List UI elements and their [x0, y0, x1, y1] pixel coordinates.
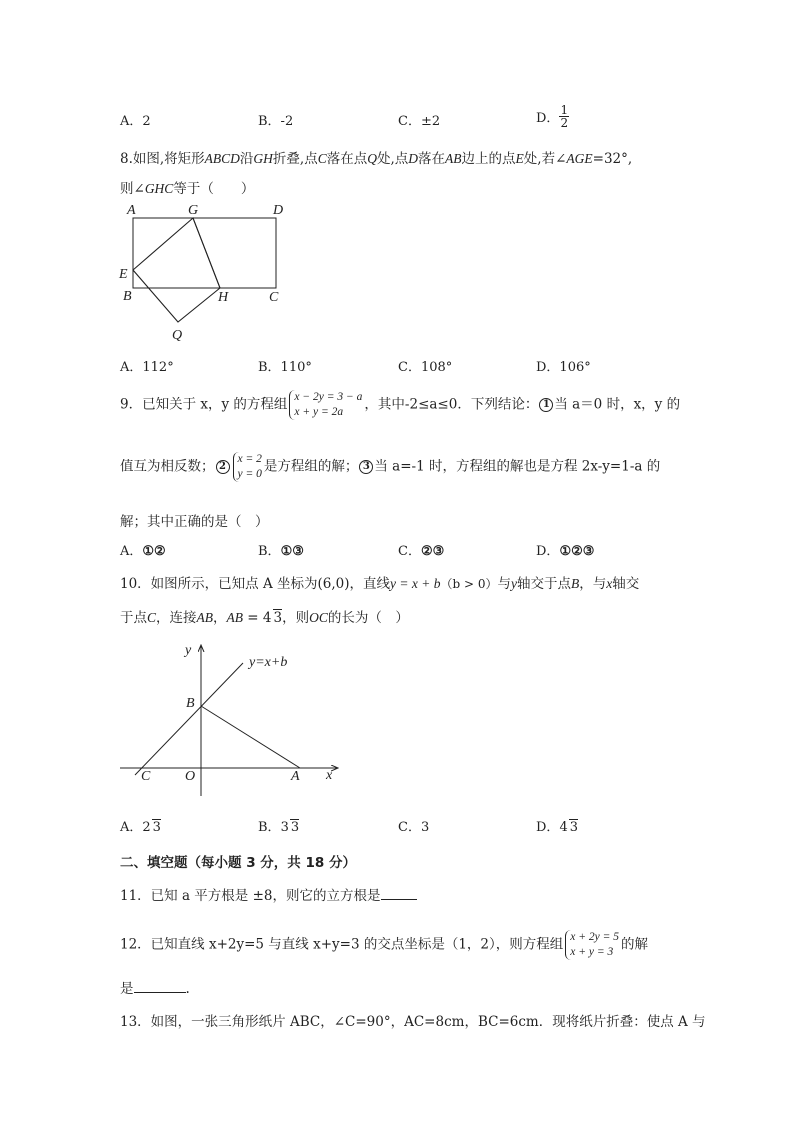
- q10-label-line: y=x+b: [249, 655, 288, 670]
- q10-line-y-eq-x-plus-b: [135, 663, 243, 775]
- q10-segment-ab: [201, 706, 300, 768]
- q9-option-c: C．②③: [398, 544, 445, 559]
- q10-label-a: A: [291, 769, 300, 784]
- q10-label-c: C: [141, 769, 151, 784]
- q9-equation-system: x − 2y = 3 − a x + y = 2a: [289, 390, 362, 420]
- q10-text-line1: 10．如图所示，已知点 A 坐标为(6,0)，直线y = x + b（b > 0）与y轴交于点B，与x轴交: [120, 576, 640, 592]
- q8-option-a: A．112°: [120, 360, 174, 375]
- q7-option-d: D． $\frac{1}{2}$: [536, 103, 569, 130]
- q8-option-d: D．106°: [536, 360, 591, 375]
- q9-option-a: A．①②: [120, 544, 166, 559]
- q10-label-o: O: [185, 769, 196, 784]
- q10-option-b: B．3 3: [258, 820, 300, 835]
- q9-text-line1: 9．已知关于 x，y 的方程组 x − 2y = 3 − a x + y = 2a ，其中-2≤a≤0．下列结论： 1 当 a＝0 时，x，y 的: [120, 391, 681, 418]
- q8-text-line1: 8.如图,将矩形ABCD沿GH折叠,点C落在点Q处,点D落在AB边上的点E处,若∠AGE=32°,: [120, 151, 633, 167]
- q8-figure: [110, 198, 310, 348]
- q8-label-q: Q: [172, 328, 183, 343]
- q8-label-h: H: [218, 290, 229, 305]
- q10-option-d: D．4 3: [536, 820, 578, 835]
- q7-option-c: C．±2: [398, 114, 441, 129]
- q8-label-g: G: [188, 203, 199, 218]
- q9-solution-system: x = 2 y = 0: [233, 452, 262, 482]
- q13-text: 13．如图，一张三角形纸片 ABC，∠C=90°，AC=8cm，BC=6cm．现将纸片折叠：使点 A 与: [120, 1014, 706, 1030]
- q11-text: 11．已知 a 平方根是 ±8，则它的立方根是: [120, 884, 417, 904]
- q8-fold-quad: [133, 218, 220, 322]
- q12-equation-system: x + 2y = 5 x + y = 3: [565, 930, 619, 960]
- q10-text-line2: 于点C，连接AB，AB = 4 3，则OC的长为（ ）: [120, 610, 409, 626]
- q12-text-line2: 是 .: [120, 981, 190, 997]
- q8-label-e: E: [119, 267, 128, 282]
- q7-option-b: B．-2: [258, 114, 294, 129]
- q9-text-line2: 值互为相反数； 2 x = 2 y = 0 是方程组的解； 3 当 a=-1 时，方程组的解也是方程 2x-y=1-a 的: [120, 453, 661, 480]
- q8-label-b: B: [123, 289, 132, 304]
- q9-option-b: B．①③: [258, 544, 304, 559]
- q10-option-a: A．2 3: [120, 820, 161, 835]
- q7-option-a: A．2: [120, 114, 151, 129]
- q8-option-b: B．110°: [258, 360, 312, 375]
- q8-label-a: A: [127, 203, 136, 218]
- q8-crease-gh: [193, 218, 220, 288]
- q8-label-c: C: [269, 290, 279, 305]
- section-2-heading: 二、填空题（每小题 3 分，共 18 分）: [120, 855, 356, 871]
- q8-rect-solid: [133, 218, 276, 288]
- q8-text-line2: 则∠GHC等于（ ）: [120, 181, 255, 197]
- q10-label-b: B: [186, 696, 195, 711]
- q8-label-d: D: [273, 203, 284, 218]
- q10-graph: [115, 638, 355, 803]
- q10-label-x: x: [326, 768, 333, 783]
- q9-option-d: D．①②③: [536, 544, 595, 559]
- q10-option-c: C．3: [398, 820, 430, 835]
- q10-label-y: y: [185, 643, 192, 658]
- q8-rect-dashed: [193, 218, 276, 288]
- q9-text-line3: 解；其中正确的是（ ）: [120, 514, 269, 530]
- q12-text-line1: 12．已知直线 x+2y=5 与直线 x+y=3 的交点坐标是（1，2），则方程组 x + 2y = 5 x + y = 3 的解: [120, 931, 648, 958]
- q8-option-c: C．108°: [398, 360, 453, 375]
